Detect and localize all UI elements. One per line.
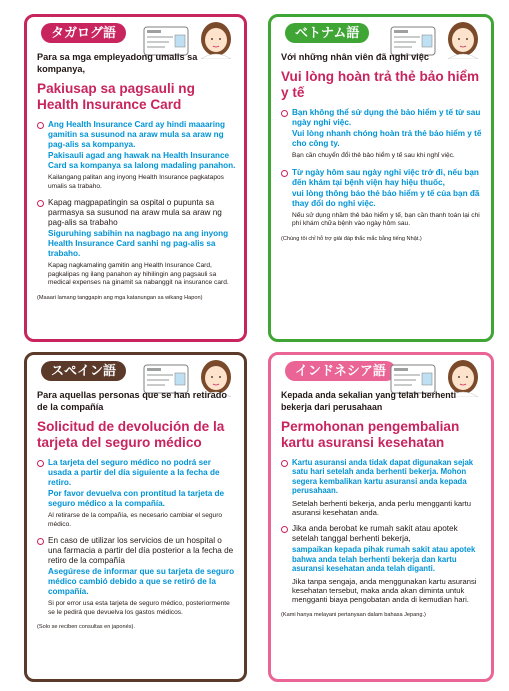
vietnamese-content bbox=[281, 51, 483, 243]
circle-bullet-icon bbox=[37, 200, 44, 207]
item-detail: Jika tanpa sengaja, anda menggunakan kartu asuransi kesehatan tersebut, maka anda akan diminta untuk mengganti biaya pengobatan anda di kemudian hari. bbox=[292, 576, 477, 605]
language-note: (Maaari lamang tanggapin ang mga katanungan sa wikang Hapon) bbox=[37, 294, 203, 301]
notice-title: Vui lòng hoàn trả thẻ bảo hiểm y tế bbox=[281, 69, 480, 100]
language-tag-indonesian: インドネシア語 bbox=[285, 361, 396, 381]
notice-item-1 bbox=[37, 458, 236, 529]
item-detail: Kailangang palitan ang inyong Health Insurance pagkatapos umalis sa trabaho. bbox=[48, 174, 224, 190]
item-lead: Ang Health Insurance Card ay hindi maaaring gamitin sa susunod na araw mula sa araw ng pag-alis sa kompanya. bbox=[48, 120, 225, 149]
notice-item-2 bbox=[281, 524, 483, 604]
item-emphasis: sampaikan kepada pihak rumah sakit atau apotek bahwa anda telah berhenti bekerja dan kartu asuransi kesehatan anda telah diganti. bbox=[292, 545, 476, 574]
language-note: (Solo se reciben consultas en japonés). bbox=[37, 624, 135, 631]
indonesian-content bbox=[281, 389, 483, 619]
tagalog-panel bbox=[24, 14, 247, 342]
item-emphasis: Kartu asuransi anda tidak dapat digunakan sejak satu hari setelah anda berhenti bekerja. Mohon segera kembalikan kartu asuransi anda kepada perusahaan. bbox=[292, 458, 474, 496]
item-lead: La tarjeta del seguro médico no podrá ser usada a partir del día siguiente a la fecha de retiro. bbox=[48, 458, 220, 487]
language-note: (Kami hanya melayani pertanyaan dalam bahasa Jepang.) bbox=[281, 611, 426, 618]
language-tag-tagalog: タガログ語 bbox=[41, 23, 126, 43]
greeting: Para sa mga empleyadong umalis sa kompanya, bbox=[37, 52, 198, 74]
item-lead: Kapag magpapatingin sa ospital o pupunta sa parmasya sa susunod na araw mula sa araw ng pag-alis sa trabaho bbox=[48, 198, 222, 228]
item-lead: Bạn không thể sử dụng thẻ bảo hiểm y tế từ sau ngày nghỉ việc. bbox=[292, 108, 481, 127]
item-detail: Nếu sử dụng nhầm thẻ bảo hiểm y tế, bạn cần thanh toán lại chi phí khám chữa bệnh vào ngày hôm sau. bbox=[292, 211, 480, 228]
circle-bullet-icon bbox=[281, 110, 288, 117]
circle-bullet-icon bbox=[281, 460, 288, 467]
language-tag-vietnamese: ベトナム語 bbox=[285, 23, 369, 43]
item-detail: Setelah berhenti bekerja, anda perlu mengganti kartu asuransi kesehatan anda. bbox=[292, 498, 471, 518]
item-emphasis: Por favor devuelva con prontitud la tarjeta de seguro médico a la compañía. bbox=[48, 489, 225, 508]
notice-item-2 bbox=[37, 198, 236, 288]
indonesian-panel bbox=[268, 352, 494, 682]
vietnamese-panel bbox=[268, 14, 494, 342]
notice-item-2 bbox=[281, 168, 483, 229]
item-emphasis: Asegúrese de informar que su tarjeta de seguro médico cambió debido a que se retiró de la compañía. bbox=[48, 567, 235, 597]
circle-bullet-icon bbox=[281, 526, 288, 533]
notice-title: Permohonan pengembalian kartu asuransi kesehatan bbox=[281, 419, 460, 450]
tagalog-content bbox=[37, 51, 236, 302]
item-lead: Jika anda berobat ke rumah sakit atau apotek setelah tanggal berhenti bekerja, bbox=[292, 524, 458, 544]
item-detail: Kapag nagkamaling gamitin ang Health Insurance Card, pagkalipas ng ilang panahon ay hihilingin ang pagsauli sa medical expenses na ginamit sa nabanggit na insurance card. bbox=[48, 262, 229, 287]
item-lead: Từ ngày hôm sau ngày nghỉ việc trở đi, nếu bạn đến khám tại bệnh viện hay hiệu thuốc, bbox=[292, 167, 479, 187]
item-emphasis: vui lòng thông báo thẻ bảo hiểm y tế của bạn đã thay đổi do nghỉ việc. bbox=[292, 188, 480, 208]
item-detail: Bạn cần chuyển đổi thẻ bảo hiểm y tế sau khi nghỉ việc. bbox=[292, 152, 455, 159]
item-emphasis: Vui lòng nhanh chóng hoàn trả thẻ bảo hiểm y tế cho công ty. bbox=[292, 129, 482, 148]
notice-item-1 bbox=[281, 458, 483, 517]
circle-bullet-icon bbox=[281, 170, 288, 177]
circle-bullet-icon bbox=[37, 460, 44, 467]
notice-title: Solicitud de devolución de la tarjeta del seguro médico bbox=[37, 419, 225, 450]
notice-title: Pakiusap sa pagsauli ng Health Insurance Card bbox=[37, 81, 195, 112]
greeting: Với những nhân viên đã nghỉ việc bbox=[281, 52, 429, 62]
notice-item-2 bbox=[37, 536, 236, 617]
item-emphasis: Pakisauli agad ang hawak na Health Insurance Card sa kompanya sa lalong madaling panahon. bbox=[48, 151, 236, 170]
circle-bullet-icon bbox=[37, 122, 44, 129]
circle-bullet-icon bbox=[37, 538, 44, 545]
item-detail: Al retirarse de la compañía, es necesario cambiar el seguro médico. bbox=[48, 512, 223, 528]
greeting: Para aquellas personas que se han retirado de la compañía bbox=[37, 390, 227, 412]
item-lead: En caso de utilizar los servicios de un hospital o una farmacia a partir del día posterior a la fecha de retiro de la compañía bbox=[48, 536, 234, 566]
notice-item-1 bbox=[281, 108, 483, 161]
language-note: (Chúng tôi chỉ hỗ trợ giải đáp thắc mắc bằng tiếng Nhật.) bbox=[281, 235, 422, 242]
spanish-content bbox=[37, 389, 236, 631]
item-detail: Si por error usa esta tarjeta de seguro médico, posteriormente se le pedirá que devuelva los gastos médicos. bbox=[48, 600, 230, 616]
spanish-panel bbox=[24, 352, 247, 682]
language-tag-spanish: スペイン語 bbox=[41, 361, 126, 381]
greeting: Kepada anda sekalian yang telah berhenti bekerja dari perusahaan bbox=[281, 390, 457, 412]
item-emphasis: Siguruhing sabihin na nagbago na ang inyong Health Insurance Card sanhi ng pag-alis sa trabaho. bbox=[48, 229, 229, 259]
notice-item-1 bbox=[37, 120, 236, 191]
